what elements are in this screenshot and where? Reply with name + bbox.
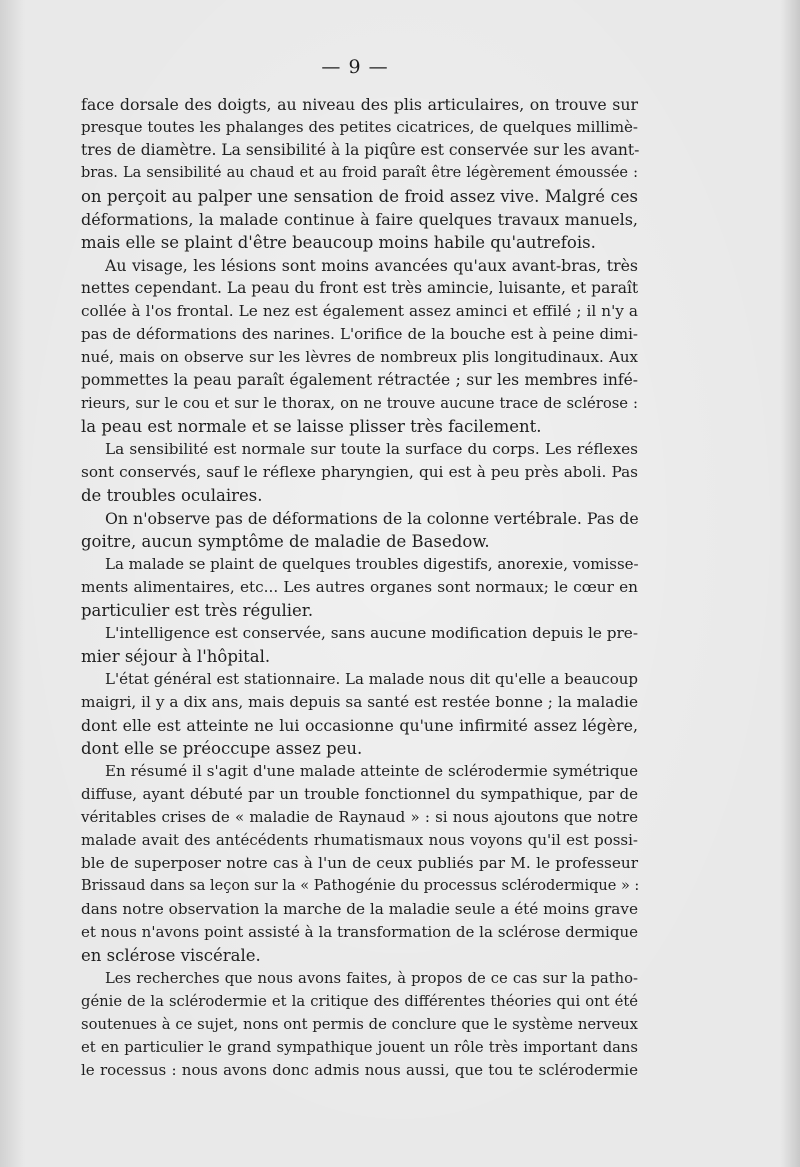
text-line: mais elle se plaint d'être beaucoup moins habile qu'autrefois. bbox=[81, 233, 596, 252]
text-line: soutenues à ce sujet, nons ont permis de conclure que le système nerveux bbox=[81, 1016, 638, 1033]
text-line: génie de la sclérodermie et la critique des différentes théories qui ont été bbox=[81, 993, 638, 1010]
text-line: On n'observe pas de déformations de la colonne vertébrale. Pas de bbox=[105, 509, 639, 528]
text-line: particulier est très régulier. bbox=[81, 601, 314, 620]
text-line: ble de superposer notre cas à l'un de ceux publiés par M. le professeur bbox=[81, 854, 638, 872]
text-line: ments alimentaires, etc... Les autres organes sont normaux; le cœur en bbox=[81, 578, 638, 596]
text-line: la peau est normale et se laisse plisser très facilement. bbox=[81, 417, 542, 436]
body-text bbox=[81, 93, 638, 1082]
text-line: nettes cependant. La peau du front est très amincie, luisante, et paraît bbox=[81, 279, 639, 297]
text-line: face dorsale des doigts, au niveau des plis articulaires, on trouve sur bbox=[81, 95, 638, 114]
text-line: le rocessus : nous avons donc admis nous aussi, que tou te sclérodermie bbox=[81, 1061, 638, 1079]
text-line: diffuse, ayant débuté par un trouble fonctionnel du sympathique, par de bbox=[81, 785, 638, 803]
text-line: et nous n'avons point assisté à la transformation de la sclérose dermique bbox=[81, 923, 638, 941]
text-line: véritables crises de « maladie de Raynaud » : si nous ajoutons que notre bbox=[81, 808, 638, 826]
page-number: — 9 — bbox=[321, 56, 389, 78]
text-line: Brissaud dans sa leçon sur la « Pathogénie du processus sclérodermique » : bbox=[81, 878, 640, 894]
text-line: L'état général est stationnaire. La malade nous dit qu'elle a beaucoup bbox=[105, 670, 638, 688]
text-line: En résumé il s'agit d'une malade atteinte de sclérodermie symétrique bbox=[105, 762, 638, 780]
text-line: déformations, la malade continue à faire quelques travaux manuels, bbox=[81, 210, 638, 229]
text-line: pommettes la peau paraît également rétractée ; sur les membres infé- bbox=[81, 371, 638, 389]
text-line: dans notre observation la marche de la maladie seule a été moins grave bbox=[81, 900, 638, 918]
text-line: dont elle est atteinte ne lui occasionne qu'une infirmité assez légère, bbox=[81, 716, 638, 735]
text-line: pas de déformations des narines. L'orifice de la bouche est à peine dimi- bbox=[81, 325, 638, 343]
text-line: collée à l'os frontal. Le nez est également assez aminci et effilé ; il n'y a bbox=[81, 302, 638, 320]
text-line: Au visage, les lésions sont moins avancées qu'aux avant-bras, très bbox=[105, 256, 638, 275]
text-line: maigri, il y a dix ans, mais depuis sa santé est restée bonne ; la maladie bbox=[81, 693, 638, 711]
text-line: sont conservés, sauf le réflexe pharyngien, qui est à peu près aboli. Pas bbox=[81, 463, 638, 481]
text-line: mier séjour à l'hôpital. bbox=[81, 647, 271, 666]
text-line: malade avait des antécédents rhumatismaux nous voyons qu'il est possi- bbox=[81, 831, 638, 849]
text-line: L'intelligence est conservée, sans aucune modification depuis le pre- bbox=[105, 624, 638, 642]
text-line: presque toutes les phalanges des petites cicatrices, de quelques millimè- bbox=[81, 118, 638, 136]
text-line: de troubles oculaires. bbox=[81, 486, 263, 505]
text-line: rieurs, sur le cou et sur le thorax, on ne trouve aucune trace de sclérose : bbox=[81, 395, 638, 412]
text-line: en sclérose viscérale. bbox=[81, 946, 261, 965]
text-line: dont elle se préoccupe assez peu. bbox=[81, 739, 363, 758]
text-line: bras. La sensibilité au chaud et au froid paraît être légèrement émoussée : bbox=[81, 165, 638, 181]
text-line: on perçoit au palper une sensation de froid assez vive. Malgré ces bbox=[81, 187, 638, 206]
text-line: La malade se plaint de quelques troubles digestifs, anorexie, vomisse- bbox=[105, 555, 639, 573]
text-line: tres de diamètre. La sensibilité à la piqûre est conservée sur les avant- bbox=[81, 141, 640, 159]
text-line: nué, mais on observe sur les lèvres de nombreux plis longitudinaux. Aux bbox=[81, 348, 638, 366]
text-line: goitre, aucun symptôme de maladie de Basedow. bbox=[81, 532, 490, 551]
text-line: La sensibilité est normale sur toute la surface du corps. Les réflexes bbox=[105, 440, 638, 458]
text-line: Les recherches que nous avons faites, à propos de ce cas sur la patho- bbox=[105, 970, 638, 987]
text-line: et en particulier le grand sympathique jouent un rôle très important dans bbox=[81, 1039, 638, 1056]
